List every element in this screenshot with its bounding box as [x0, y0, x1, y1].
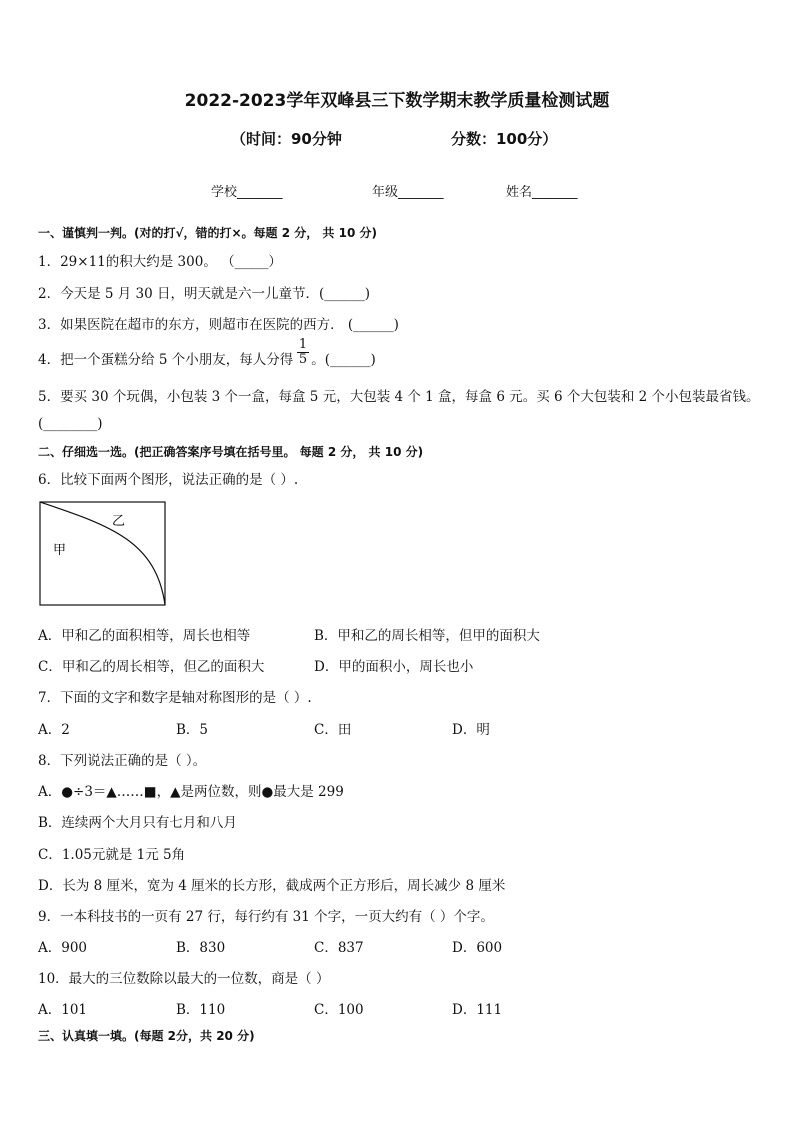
question-5: 5．要买 30 个玩偶，小包装 3 个一盒，每盒 5 元，大包装 4 个 1 盒，每盒 6 元。买 6 个大包装和 2 个小包装最省钱。	[38, 389, 760, 405]
question-8: 8．下列说法正确的是（ ）。	[38, 753, 207, 769]
q8-option-d: D．长为 8 厘米，宽为 4 厘米的长方形，截成两个正方形后，周长减少 8 厘米	[38, 878, 506, 894]
question-7: 7．下面的文字和数字是轴对称图形的是（ ）.	[38, 690, 312, 706]
question-9: 9．一本科技书的一页有 27 行，每行约有 31 个字，一页大约有（ ）个字。	[38, 909, 494, 925]
section-2-heading: 二、仔细选一选。(把正确答案序号填在括号里。 每题 2 分， 共 10 分)	[38, 445, 424, 459]
q9-option-c: C．837	[314, 940, 364, 956]
q10-option-a: A．101	[38, 1002, 88, 1018]
q10-option-d: D．111	[452, 1002, 503, 1018]
fraction-numerator: 1	[298, 337, 308, 352]
fraction-one-fifth	[297, 338, 309, 367]
q9-option-d: D．600	[452, 940, 503, 956]
question-4-blank: 。(______)	[311, 352, 376, 368]
exam-score: 分数：100分）	[451, 130, 558, 148]
grade-field: 年级_______	[372, 185, 444, 200]
q7-option-a: A．2	[38, 722, 70, 738]
q6-option-d: D．甲的面积小，周长也小	[314, 659, 474, 675]
q8-option-a: A．●÷3＝▲……■，▲是两位数，则●最大是 299	[38, 784, 344, 800]
q7-option-b: B．5	[176, 722, 209, 738]
question-5-blank: (________)	[38, 416, 103, 432]
school-field: 学校_______	[211, 185, 283, 200]
q10-option-c: C．100	[314, 1002, 364, 1018]
figure-label-b: 乙	[112, 514, 126, 529]
question-6: 6．比较下面两个图形，说法正确的是（ ）.	[38, 472, 299, 488]
page-title: 2022-2023学年双峰县三下数学期末教学质量检测试题	[184, 91, 610, 111]
section-1-heading: 一、谨慎判一判。(对的打√，错的打×。每题 2 分， 共 10 分)	[38, 226, 377, 240]
question-3: 3．如果医院在超市的东方，则超市在医院的西方． (______)	[38, 317, 399, 333]
q6-option-a: A．甲和乙的面积相等，周长也相等	[38, 628, 251, 644]
q7-option-d: D．明	[452, 722, 490, 738]
question-10: 10．最大的三位数除以最大的一位数，商是（ ）	[38, 971, 330, 987]
question-1: 1．29×11的积大约是 300。 （_____）	[38, 254, 282, 270]
q10-option-b: B．110	[176, 1002, 226, 1018]
q6-option-c: C．甲和乙的周长相等，但乙的面积大	[38, 659, 265, 675]
q7-option-c: C．田	[314, 722, 352, 738]
q9-option-b: B．830	[176, 940, 226, 956]
question-4	[38, 348, 376, 368]
question-2: 2．今天是 5 月 30 日，明天就是六一儿童节．(______)	[38, 286, 371, 302]
name-field: 姓名_______	[506, 185, 578, 200]
q6-option-b: B．甲和乙的周长相等，但甲的面积大	[314, 628, 540, 644]
exam-time: （时间：90分钟	[231, 130, 342, 148]
q8-option-b: B．连续两个大月只有七月和八月	[38, 815, 237, 831]
question-4-text: 4．把一个蛋糕分给 5 个小朋友，每人分得	[38, 352, 294, 368]
figure-shapes	[38, 500, 168, 608]
section-3-heading: 三、认真填一填。(每题 2分，共 20 分)	[38, 1029, 255, 1043]
q8-option-c: C．1.05元就是 1元 5角	[38, 847, 186, 863]
fraction-denominator: 5	[298, 352, 308, 367]
q9-option-a: A．900	[38, 940, 88, 956]
figure-label-a: 甲	[53, 543, 67, 558]
